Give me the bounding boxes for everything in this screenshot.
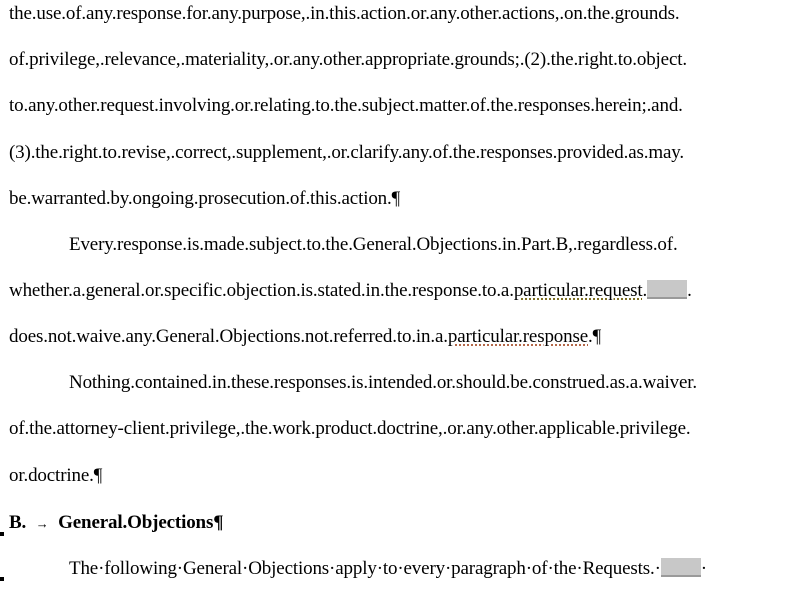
- body-text-line: be.warranted.by.ongoing.prosecution.of.this.action.¶: [9, 188, 401, 209]
- text-run: does.not.waive.any.General.Objections.not.referred.to.in.a.: [9, 326, 448, 347]
- paragraph-nothing-contained-line: or.doctrine.¶: [9, 465, 103, 486]
- redaction-box: [647, 280, 687, 299]
- body-text-line: the.use.of.any.response.for.any.purpose,.in.this.action.or.any.other.actions,.on.the.grounds.: [9, 3, 680, 24]
- spellcheck-flagged-text[interactable]: particular.request: [513, 280, 643, 301]
- paragraph-every-response-line: [9, 279, 692, 303]
- heading-title: General.Objections¶: [58, 512, 224, 533]
- text-run: whether.a.general.or.specific.objection.is.stated.in.the.response.to.a.: [9, 280, 514, 301]
- text-run: The·following·General·Objections·apply·to·every·paragraph·of·the·Requests.·: [69, 558, 661, 579]
- body-text-line: of.privilege,.relevance,.materiality,.or.any.other.appropriate.grounds;.(2).the.right.to.object.: [9, 49, 687, 70]
- paragraph-every-response-line: Every.response.is.made.subject.to.the.General.Objections.in.Part.B,.regardless.of.: [69, 234, 678, 255]
- body-text-line: (3).the.right.to.revise,.correct,.supplement,.or.clarify.any.of.the.responses.provided.as.may.: [9, 142, 684, 163]
- text-run: .: [642, 280, 648, 301]
- paragraph-nothing-contained-line: of.the.attorney-client.privilege,.the.work.product.doctrine,.or.any.other.applicable.privilege.: [9, 418, 691, 439]
- spellcheck-flagged-text[interactable]: particular.response: [447, 326, 589, 347]
- paragraph-mark-icon: [0, 532, 4, 536]
- paragraph-mark-icon: [0, 577, 4, 581]
- paragraph-nothing-contained-line: Nothing.contained.in.these.responses.is.intended.or.should.be.construed.as.a.waiver.: [69, 372, 697, 393]
- text-run: ·: [700, 558, 707, 579]
- redaction-box: [661, 558, 701, 577]
- paragraph-general-objections-line: [69, 557, 707, 581]
- body-text-line: to.any.other.request.involving.or.relating.to.the.subject.matter.of.the.responses.herein;.and.: [9, 95, 683, 116]
- paragraph-every-response-line: [9, 325, 601, 349]
- text-run: .¶: [588, 326, 602, 347]
- tab-arrow-icon: →: [35, 516, 49, 531]
- heading-number: B.: [9, 512, 27, 533]
- text-run: .: [687, 280, 692, 301]
- section-heading: [9, 511, 223, 536]
